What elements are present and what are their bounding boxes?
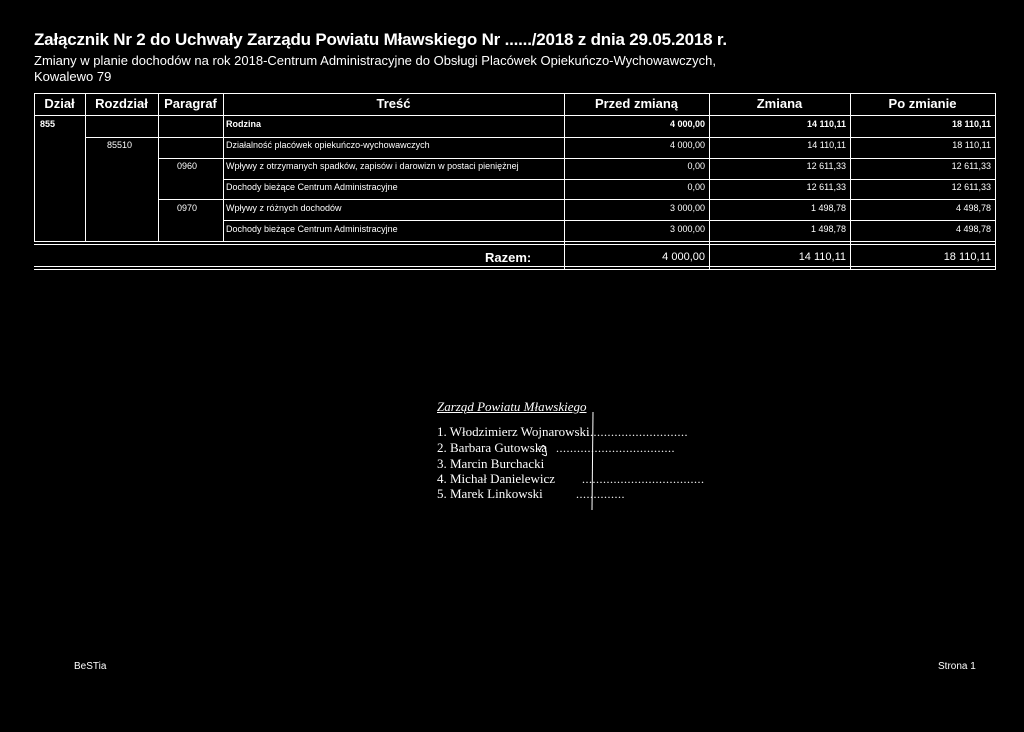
column-border [85, 93, 86, 241]
table-border [34, 241, 996, 242]
cell-tresc: Wpływy z różnych dochodów [226, 203, 342, 213]
cell-tresc: Wpływy z otrzymanych spadków, zapisów i darowizn w postaci pieniężnej [226, 161, 519, 171]
signature-line: ................................... [582, 472, 705, 486]
cell-po: 18 110,11 [952, 140, 991, 150]
table-border [34, 115, 996, 116]
cell-przed: 3 000,00 [669, 203, 705, 213]
document-subtitle-address: Kowalewo 79 [34, 69, 112, 84]
column-header-przed: Przed zmianą [594, 96, 679, 111]
cell-przed: 4 000,00 [669, 119, 705, 129]
cell-przed: 3 000,00 [669, 224, 705, 234]
signature-line: .................................. [556, 441, 675, 455]
total-przed: 4 000,00 [662, 251, 705, 263]
cell-przed: 4 000,00 [669, 140, 705, 150]
cell-paragraf: 0960 [177, 161, 198, 171]
handwritten-signature-icon [530, 410, 610, 520]
signatory: 2. Barbara Gutowska [437, 440, 548, 455]
column-border [995, 93, 996, 269]
cell-rozdzial: 85510 [107, 140, 133, 150]
document-title: Załącznik Nr 2 do Uchwały Zarządu Powiatu Mławskiego Nr ....../2018 z dnia 29.05.2018 r. [34, 30, 727, 49]
column-header-zmiana: Zmiana [756, 96, 803, 111]
row-divider [158, 199, 996, 200]
column-border [223, 93, 224, 241]
column-header-paragraf: Paragraf [164, 96, 217, 111]
row-divider [223, 179, 996, 180]
row-divider [85, 137, 996, 138]
board-heading: Zarząd Powiatu Mławskiego [437, 399, 587, 414]
cell-zmiana: 12 611,33 [806, 161, 846, 171]
table-border [34, 93, 996, 94]
cell-przed: 0,00 [687, 182, 705, 192]
column-border [34, 93, 35, 241]
footer-page-number: Strona 1 [938, 661, 976, 672]
cell-paragraf: 0970 [177, 203, 198, 213]
signatory: 3. Marcin Burchacki [437, 456, 545, 471]
column-header-tresc: Treść [376, 96, 411, 111]
signatory: 5. Marek Linkowski [437, 486, 543, 501]
table-border [34, 266, 996, 267]
cell-zmiana: 14 110,11 [807, 140, 846, 150]
cell-po: 4 498,78 [955, 224, 991, 234]
cell-dzial: 855 [40, 119, 56, 129]
document-subtitle: Zmiany w planie dochodów na rok 2018-Centrum Administracyjne do Obsługi Placówek Opiekuńczo-Wychowawczych, [34, 53, 716, 68]
footer-software-label: BeSTia [74, 661, 107, 672]
cell-zmiana: 1 498,78 [810, 224, 846, 234]
column-header-rozdzial: Rozdział [95, 96, 148, 111]
total-label: Razem: [485, 250, 532, 265]
total-zmiana: 14 110,11 [798, 251, 846, 263]
cell-po: 4 498,78 [955, 203, 991, 213]
cell-tresc: Dochody bieżące Centrum Administracyjne [226, 224, 398, 234]
table-border [34, 244, 996, 245]
table-border [34, 269, 996, 270]
column-header-po: Po zmianie [888, 96, 957, 111]
row-divider [223, 220, 996, 221]
cell-po: 12 611,33 [951, 182, 991, 192]
cell-zmiana: 14 110,11 [806, 119, 846, 129]
signatory: 4. Michał Danielewicz [437, 471, 556, 486]
cell-zmiana: 12 611,33 [806, 182, 846, 192]
cell-po: 18 110,11 [951, 119, 991, 129]
row-divider [158, 158, 996, 159]
signature-line: .............. [576, 487, 625, 501]
cell-zmiana: 1 498,78 [810, 203, 846, 213]
cell-tresc: Dochody bieżące Centrum Administracyjne [226, 182, 398, 192]
cell-przed: 0,00 [687, 161, 705, 171]
cell-tresc: Działalność placówek opiekuńczo-wychowawczych [226, 140, 430, 150]
column-border [158, 93, 159, 241]
cell-tresc: Rodzina [226, 119, 261, 129]
total-po: 18 110,11 [943, 251, 991, 263]
signatory: 1. Włodzimierz Wojnarowski [437, 424, 590, 439]
cell-po: 12 611,33 [951, 161, 991, 171]
signature-line: .............................. [583, 425, 688, 439]
column-header-dzial: Dział [44, 96, 75, 111]
